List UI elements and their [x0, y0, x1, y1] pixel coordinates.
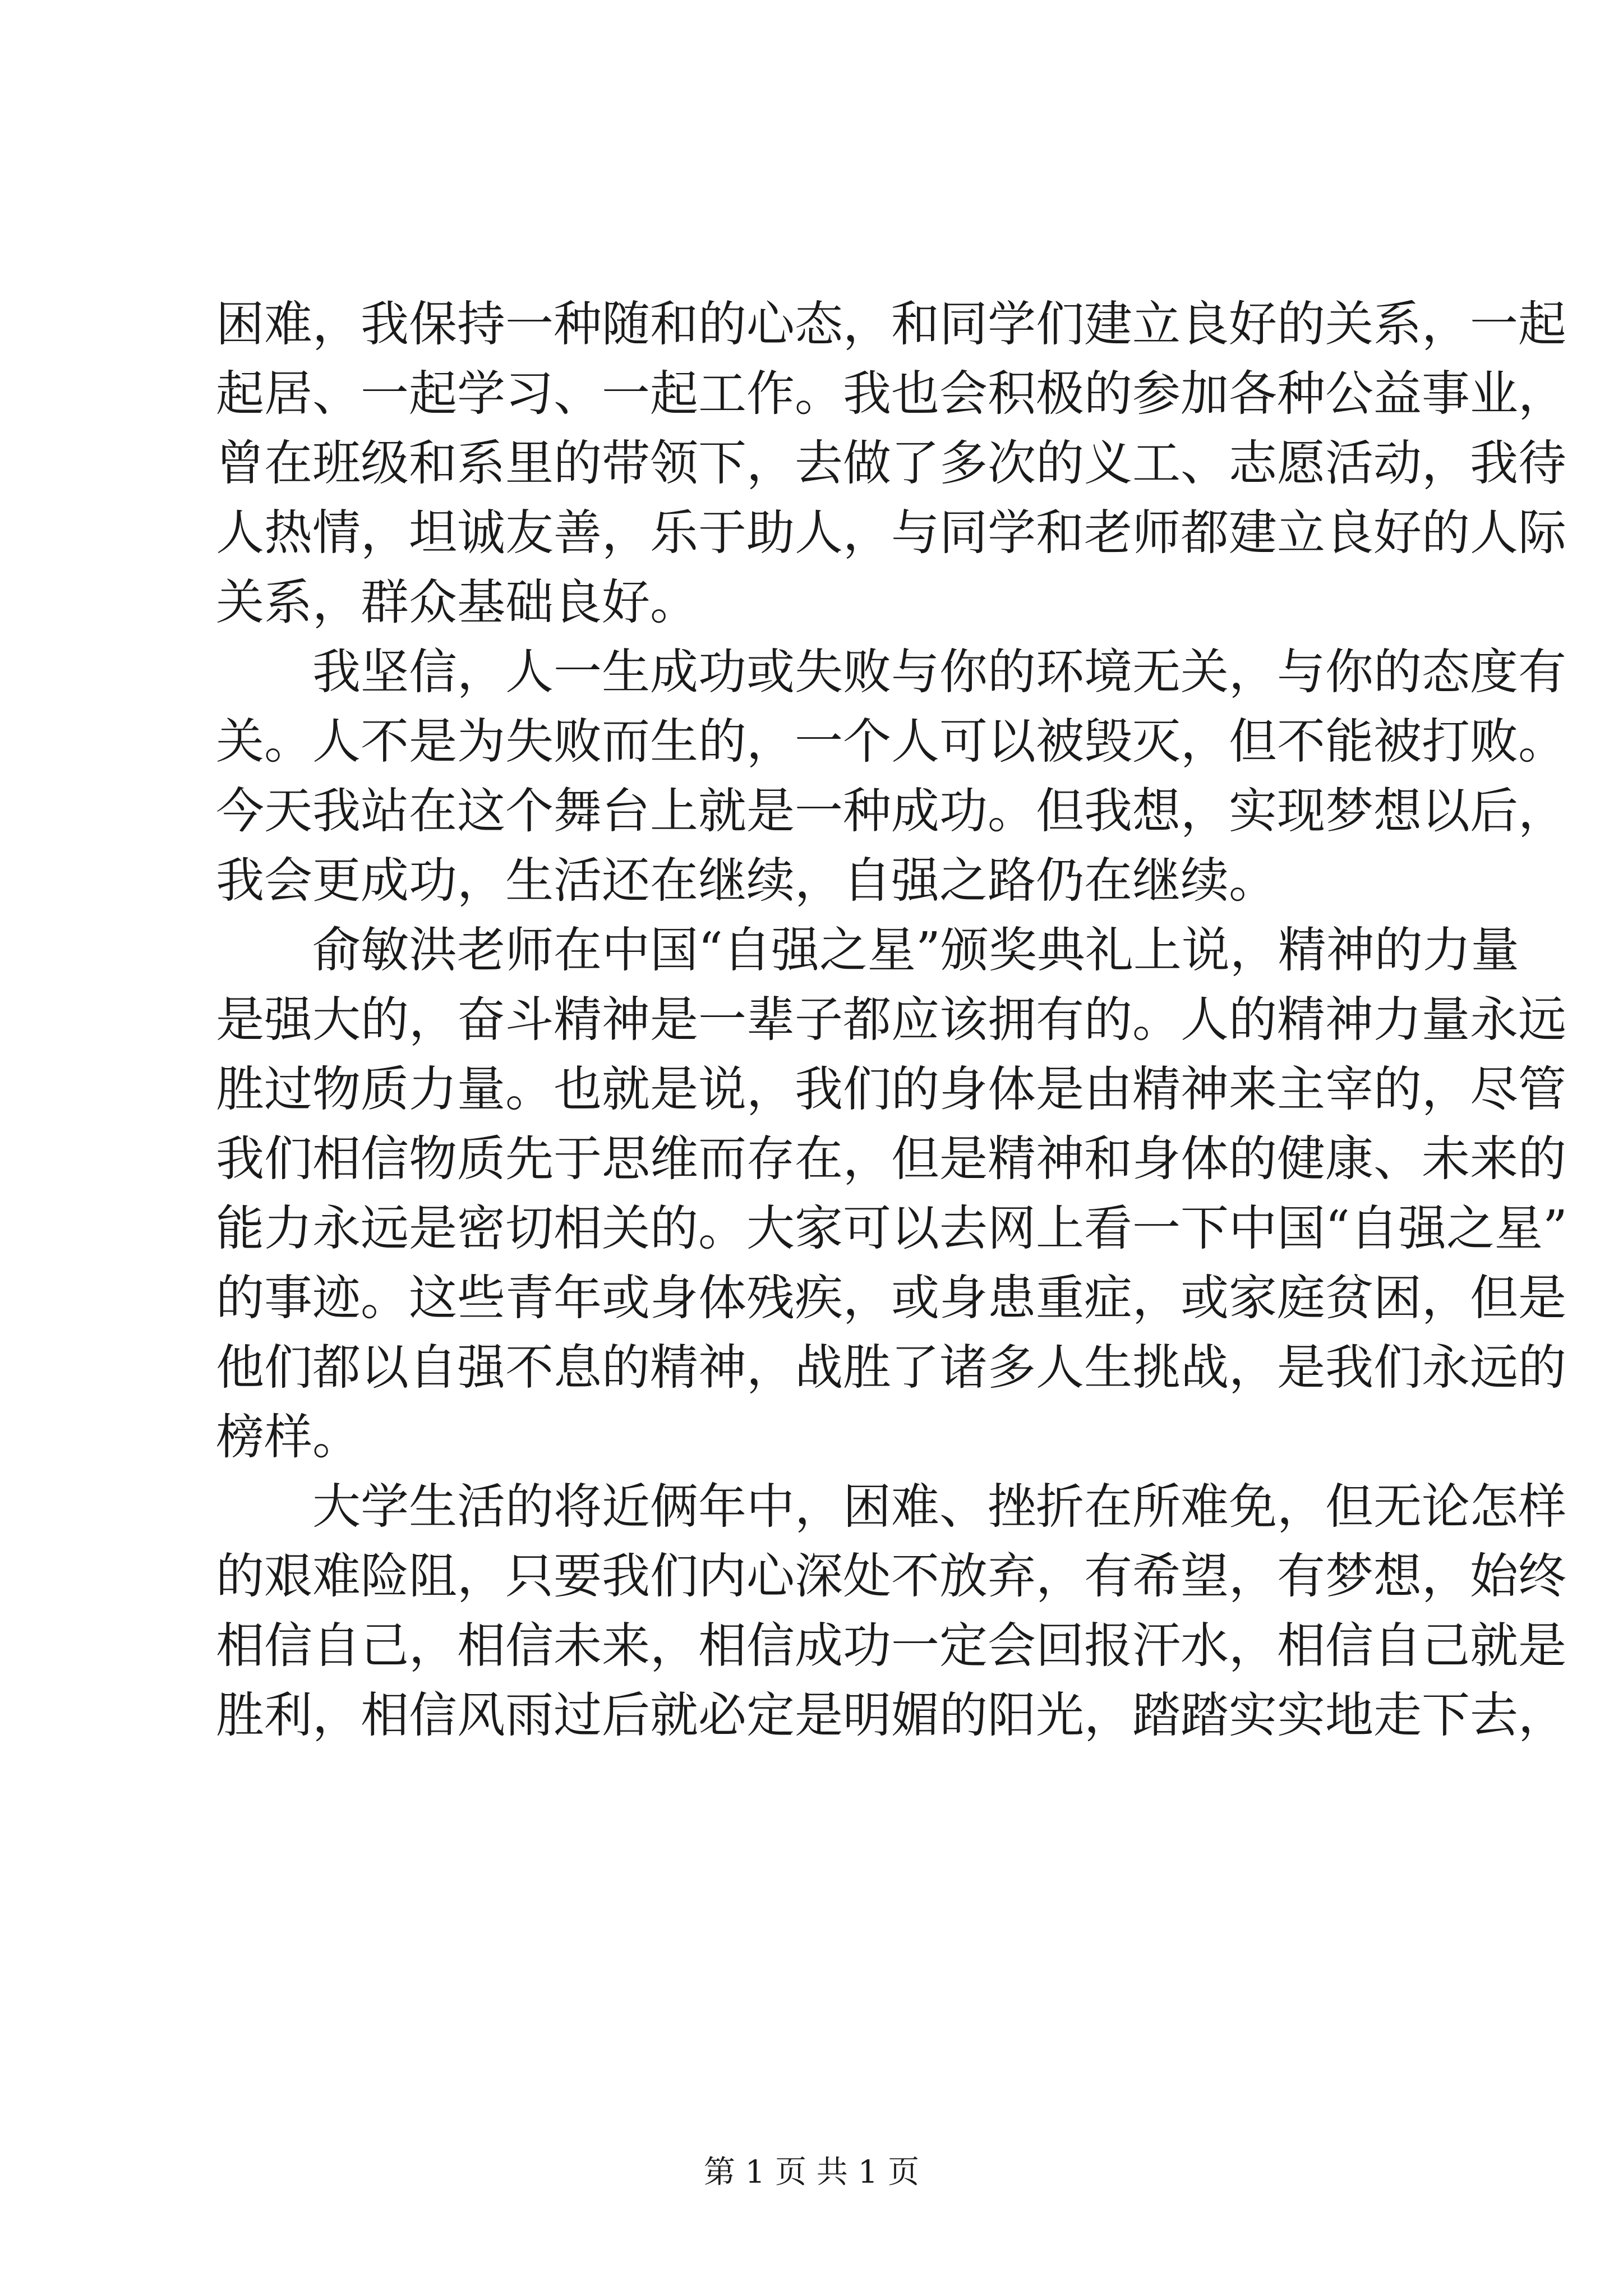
text-line: 今天我站在这个舞台上就是一种成功。但我想，实现梦想以后，	[216, 783, 1566, 839]
text-line: 我坚信，人一生成功或失败与你的环境无关，与你的态度有	[312, 644, 1566, 700]
text-line: 我们相信物质先于思维而存在，但是精神和身体的健康、未来的	[216, 1131, 1566, 1187]
page-number-label: 第 1 页 共 1 页	[703, 2154, 920, 2191]
text-line: 人热情，坦诚友善，乐于助人，与同学和老师都建立良好的人际	[216, 505, 1566, 561]
text-line: 胜利，相信风雨过后就必定是明媚的阳光，踏踏实实地走下去，	[216, 1687, 1566, 1743]
text-line: 他们都以自强不息的精神，战胜了诸多人生挑战，是我们永远的	[216, 1340, 1566, 1396]
text-line: 我会更成功，生活还在继续，自强之路仍在继续。	[216, 853, 1277, 909]
text-line: 的事迹。这些青年或身体残疾，或身患重症，或家庭贫困，但是	[216, 1270, 1566, 1326]
text-line: 的艰难险阻，只要我们内心深处不放弃，有希望，有梦想，始终	[216, 1548, 1566, 1604]
text-line: 俞敏洪老师在中国“自强之星”颁奖典礼上说，精神的力量	[312, 922, 1519, 978]
text-line: 大学生活的将近俩年中，困难、挫折在所难免，但无论怎样	[312, 1479, 1566, 1535]
document-body	[216, 289, 1567, 1750]
text-line: 胜过物质力量。也就是说，我们的身体是由精神来主宰的，尽管	[216, 1061, 1566, 1117]
page-footer	[0, 2153, 1623, 2192]
text-line: 相信自己，相信未来，相信成功一定会回报汗水，相信自己就是	[216, 1618, 1566, 1674]
text-line: 是强大的，奋斗精神是一辈子都应该拥有的。人的精神力量永远	[216, 992, 1566, 1048]
text-line: 榜样。	[216, 1409, 361, 1465]
text-line: 困难，我保持一种随和的心态，和同学们建立良好的关系，一起	[216, 296, 1566, 352]
text-line: 曾在班级和系里的带领下，去做了多次的义工、志愿活动，我待	[216, 435, 1566, 491]
text-line: 能力永远是密切相关的。大家可以去网上看一下中国“自强之星”	[216, 1200, 1567, 1257]
text-line: 起居、一起学习、一起工作。我也会积极的参加各种公益事业，	[216, 366, 1566, 422]
text-line: 关。人不是为失败而生的，一个人可以被毁灭，但不能被打败。	[216, 714, 1566, 770]
text-line: 关系，群众基础良好。	[216, 574, 698, 631]
